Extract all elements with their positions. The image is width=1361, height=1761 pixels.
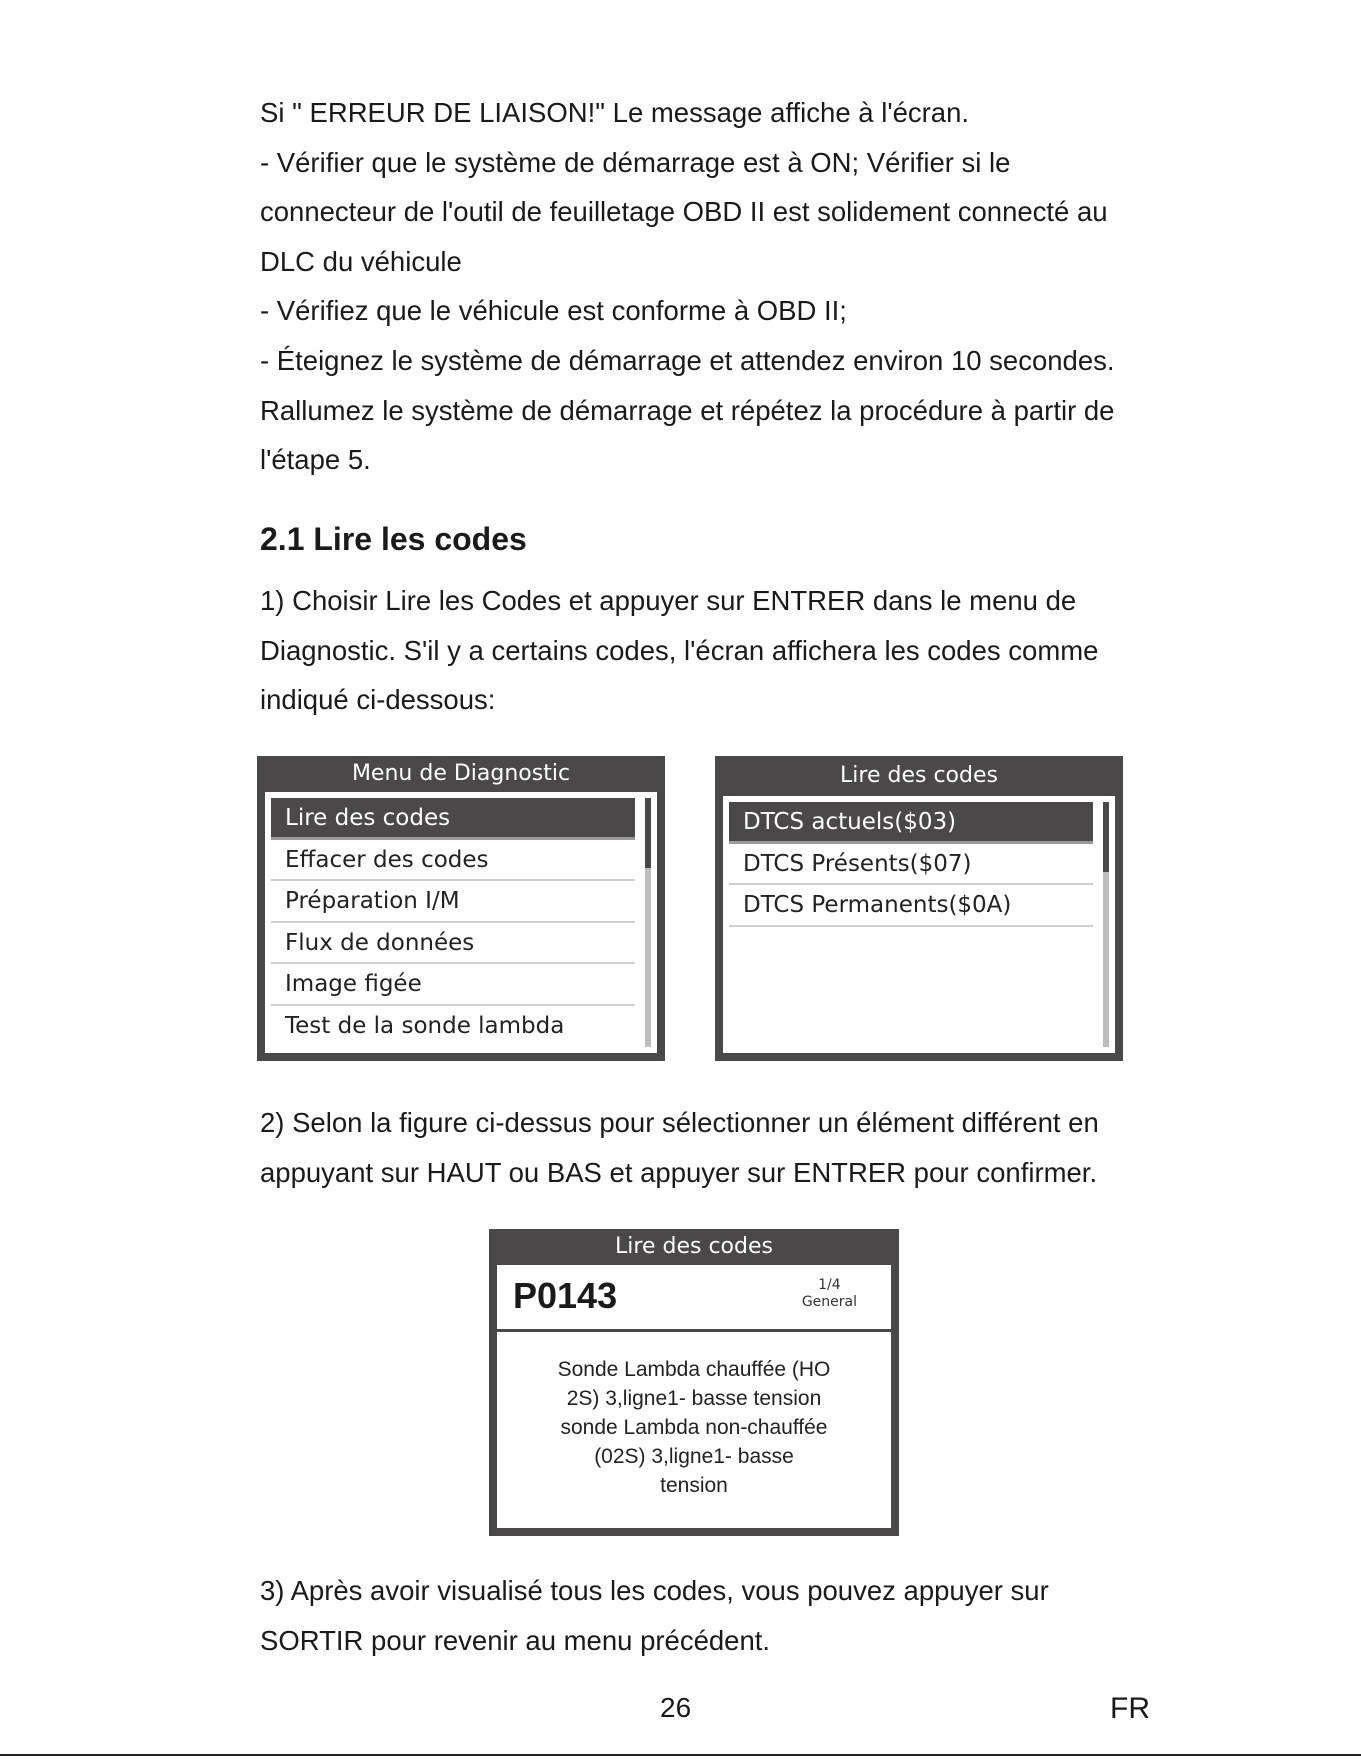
screen-body	[723, 796, 1115, 1053]
intro-line: connecteur de l'outil de feuilletage OBD II est solidement connecté au	[260, 196, 1108, 228]
diagnostic-menu-list	[271, 798, 635, 1047]
step1-line: 1) Choisir Lire les Codes et appuyer sur ENTRER dans le menu de	[260, 585, 1077, 616]
dtc-description-line: sonde Lambda non-chauffée	[560, 1416, 828, 1439]
screen-body	[497, 1265, 891, 1528]
intro-line: - Vérifiez que le véhicule est conforme à OBD II;	[260, 295, 847, 327]
diagnostic-menu-screen	[257, 756, 665, 1061]
read-codes-screen	[715, 756, 1123, 1061]
intro-line: l'étape 5.	[260, 444, 371, 476]
dtc-category: General	[801, 1294, 857, 1310]
intro-paragraph	[260, 88, 1180, 485]
read-codes-list	[729, 802, 1093, 927]
step3-line: SORTIR pour revenir au menu précédent.	[260, 1624, 771, 1656]
menu-item-erase-codes[interactable]: Effacer des codes	[271, 840, 635, 882]
dtc-description-line: tension	[660, 1474, 728, 1497]
menu-item-permanent-dtcs[interactable]: DTCS Permanents($0A)	[729, 885, 1093, 927]
screen-title: Lire des codes	[840, 763, 998, 788]
dtc-code: P0143	[513, 1275, 618, 1316]
menu-item-o2-sensor-test[interactable]: Test de la sonde lambda	[285, 1012, 565, 1039]
dtc-description-line: Sonde Lambda chauffée (HO	[557, 1358, 831, 1381]
step1-line: Diagnostic. S'il y a certains codes, l'écran affichera les codes comme	[260, 634, 1099, 666]
menu-item-im-readiness[interactable]: Préparation I/M	[271, 881, 635, 923]
intro-line: Rallumez le système de démarrage et répétez la procédure à partir de	[260, 394, 1115, 426]
scrollbar-thumb[interactable]	[645, 798, 651, 868]
step3-line: 3) Après avoir visualisé tous les codes, vous pouvez appuyer sur	[260, 1575, 1049, 1606]
dtc-detail-screen	[489, 1229, 899, 1536]
screen-body	[265, 792, 657, 1053]
menu-item-read-codes[interactable]: Lire des codes	[271, 798, 635, 840]
step2-line: appuyant sur HAUT ou BAS et appuyer sur ENTRER pour confirmer.	[260, 1156, 1098, 1188]
dtc-description	[507, 1355, 881, 1500]
menu-item-freeze-frame[interactable]: Image figée	[271, 964, 635, 1006]
menu-item-data-stream[interactable]: Flux de données	[271, 923, 635, 965]
dtc-counter: 1/4	[818, 1277, 841, 1293]
scrollbar[interactable]	[645, 798, 651, 1047]
menu-item-current-dtcs[interactable]: DTCS actuels($03)	[729, 802, 1093, 844]
step2-paragraph	[260, 1098, 1180, 1197]
page-number: 26	[660, 1692, 692, 1723]
section-title: 2.1 Lire les codes	[260, 521, 527, 557]
screen-title: Lire des codes	[615, 1234, 773, 1259]
dtc-description-line: (02S) 3,ligne1- basse	[594, 1445, 794, 1468]
step3-paragraph	[260, 1566, 1180, 1665]
step1-paragraph	[260, 576, 1180, 725]
dtc-meta	[802, 1277, 857, 1311]
step1-line: indiqué ci-dessous:	[260, 684, 496, 716]
intro-line: Si " ERREUR DE LIAISON!" Le message affiche à l'écran.	[260, 97, 969, 128]
dtc-header	[497, 1265, 891, 1332]
bottom-divider	[0, 1754, 1361, 1756]
language-code: FR	[1110, 1692, 1150, 1725]
scrollbar-thumb[interactable]	[1103, 802, 1109, 872]
scrollbar[interactable]	[1103, 802, 1109, 1047]
intro-line: - Vérifier que le système de démarrage est à ON; Vérifier si le	[260, 146, 1011, 178]
step2-line: 2) Selon la figure ci-dessus pour sélectionner un élément différent en	[260, 1107, 1099, 1138]
intro-line: DLC du véhicule	[260, 245, 462, 277]
dtc-description-line: 2S) 3,ligne1- basse tension	[566, 1387, 822, 1410]
menu-item-pending-dtcs[interactable]: DTCS Présents($07)	[729, 844, 1093, 886]
screen-title: Menu de Diagnostic	[351, 761, 571, 786]
intro-line: - Éteignez le système de démarrage et attendez environ 10 secondes.	[260, 344, 1115, 376]
